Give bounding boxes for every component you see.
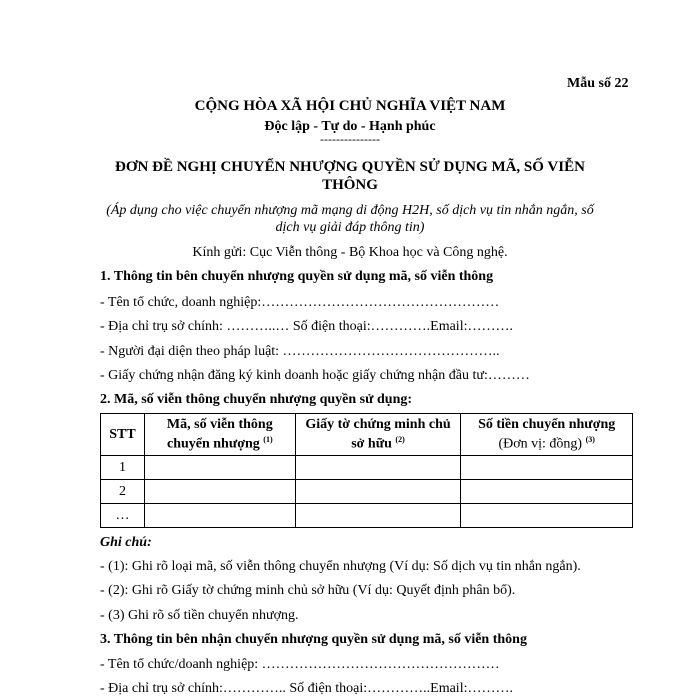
section1-address: - Địa chỉ trụ sở chính: ………..… Số điện thoại:………….Email:………. <box>100 319 513 334</box>
row-stt: … <box>101 504 145 528</box>
document-title-line2: THÔNG <box>322 177 378 193</box>
recipient-line: Kính gửi: Cục Viễn thông - Bộ Khoa học và Công nghệ. <box>192 245 508 260</box>
cell-ownership-proof[interactable] <box>295 456 461 480</box>
document-title-line1: ĐƠN ĐỀ NGHỊ CHUYỂN NHƯỢNG QUYỀN SỬ DỤNG MÃ, SỐ VIỄN <box>115 159 585 175</box>
section1-org-name: - Tên tổ chức, doanh nghiệp:…………………………………………… <box>100 295 500 310</box>
header-code-number: Mã, số viễn thông chuyển nhượng $^{(1)}$ <box>144 414 295 456</box>
note-item-3: - (3) Ghi rõ số tiền chuyển nhượng. <box>100 608 299 623</box>
cell-ownership-proof[interactable] <box>295 504 461 528</box>
section2-heading: 2. Mã, số viễn thông chuyển nhượng quyền sử dụng: <box>100 392 413 407</box>
cell-code-number[interactable] <box>144 504 295 528</box>
cell-ownership-proof[interactable] <box>295 480 461 504</box>
header-ownership-proof: Giấy tờ chứng minh chủ sở hữu $^{(2)}$ <box>295 414 461 456</box>
section1-business-license: - Giấy chứng nhận đăng ký kinh doanh hoặc giấy chứng nhận đầu tư:……… <box>100 368 530 383</box>
header-stt: STT <box>101 414 145 456</box>
transfer-table <box>100 413 633 528</box>
table-row <box>101 456 633 480</box>
table-row <box>101 480 633 504</box>
section3-heading: 3. Thông tin bên nhận chuyển nhượng quyền sử dụng mã, số viễn thông <box>100 632 527 647</box>
header-transfer-amount: Số tiền chuyển nhượng (Đơn vị: đồng) $^{(3)}$ <box>461 414 633 456</box>
cell-code-number[interactable] <box>144 456 295 480</box>
section3-org-name: - Tên tổ chức/doanh nghiệp: …………………………………………… <box>100 657 500 672</box>
header-rule: --------------- <box>320 132 380 146</box>
cell-transfer-amount[interactable] <box>461 480 633 504</box>
row-stt: 2 <box>101 480 145 504</box>
motto: Độc lập - Tự do - Hạnh phúc <box>264 119 436 134</box>
subtitle-line1: (Áp dụng cho việc chuyển nhượng mã mạng di động H2H, số dịch vụ tin nhắn ngắn, số <box>106 203 594 218</box>
cell-transfer-amount[interactable] <box>461 504 633 528</box>
subtitle-line2: dịch vụ giải đáp thông tin) <box>275 220 425 235</box>
table-header-row <box>101 414 633 456</box>
form-number: Mẫu số 22 <box>567 76 629 91</box>
notes-heading: Ghi chú: <box>100 535 152 550</box>
row-stt: 1 <box>101 456 145 480</box>
section1-representative: - Người đại diện theo pháp luật: ……………………………………….. <box>100 344 500 359</box>
cell-code-number[interactable] <box>144 480 295 504</box>
table-row <box>101 504 633 528</box>
note-item-2: - (2): Ghi rõ Giấy tờ chứng minh chủ sở hữu (Ví dụ: Quyết định phân bổ). <box>100 583 516 598</box>
country-title: CỘNG HÒA XÃ HỘI CHỦ NGHĨA VIỆT NAM <box>194 98 506 114</box>
section3-address: - Địa chỉ trụ sở chính:………….. Số điện thoại:…………..Email:………. <box>100 681 513 696</box>
section1-heading: 1. Thông tin bên chuyển nhượng quyền sử dụng mã, số viễn thông <box>100 269 494 284</box>
cell-transfer-amount[interactable] <box>461 456 633 480</box>
note-item-1: - (1): Ghi rõ loại mã, số viễn thông chuyển nhượng (Ví dụ: Số dịch vụ tin nhắn ngắn). <box>100 559 581 574</box>
